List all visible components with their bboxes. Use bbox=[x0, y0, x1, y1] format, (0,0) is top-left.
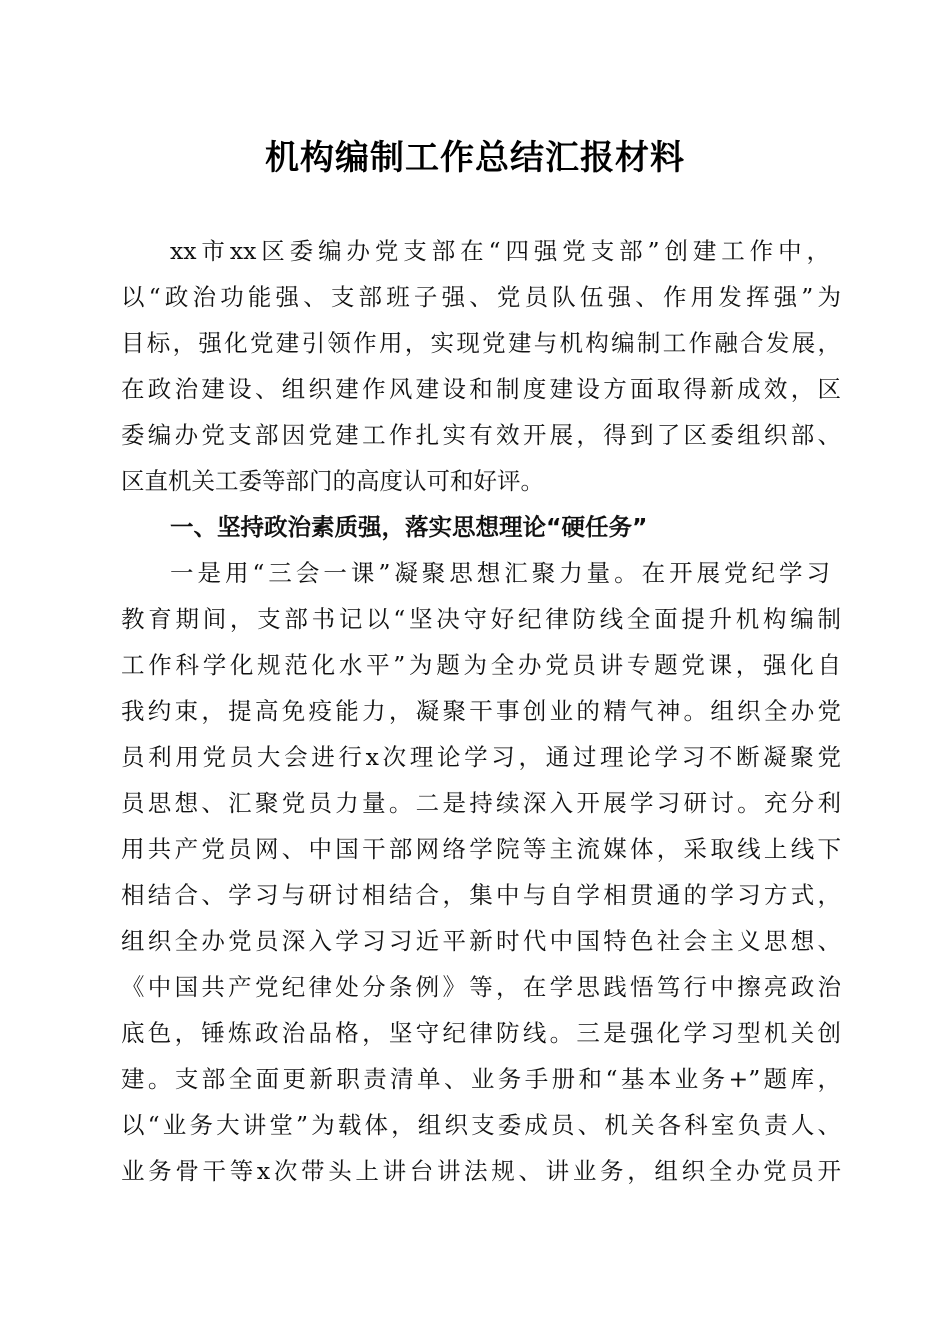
intro-line: 在政治建设、组织建作风建设和制度建设方面取得新成效，区 bbox=[121, 375, 841, 403]
intro-line: 目标，强化党建引领作用，实现党建与机构编制工作融合发展， bbox=[121, 329, 841, 357]
body-line: 业务骨干等x次带头上讲台讲法规、讲业务，组织全办党员开 bbox=[121, 1157, 841, 1185]
body-line: 教育期间，支部书记以“坚决守好纪律防线全面提升机构编制 bbox=[121, 605, 841, 633]
body-line: 工作科学化规范化水平”为题为全办党员讲专题党课，强化自 bbox=[121, 651, 841, 679]
body-line: 组织全办党员深入学习习近平新时代中国特色社会主义思想、 bbox=[121, 927, 841, 955]
section-heading: 一、坚持政治素质强，落实思想理论“硬任务” bbox=[170, 513, 648, 541]
intro-line: xx市xx区委编办党支部在“四强党支部”创建工作中， bbox=[170, 237, 830, 265]
body-line: 员利用党员大会进行x次理论学习，通过理论学习不断凝聚党 bbox=[121, 743, 841, 771]
body-line: 底色，锤炼政治品格，坚守纪律防线。三是强化学习型机关创 bbox=[121, 1019, 841, 1047]
document-title: 机构编制工作总结汇报材料 bbox=[265, 138, 685, 178]
body-line: 员思想、汇聚党员力量。二是持续深入开展学习研讨。充分利 bbox=[121, 789, 841, 817]
body-line: 用共产党员网、中国干部网络学院等主流媒体，采取线上线下 bbox=[121, 835, 841, 863]
body-line: 我约束，提高免疫能力，凝聚干事创业的精气神。组织全办党 bbox=[121, 697, 841, 725]
body-line: 《中国共产党纪律处分条例》等，在学思践悟笃行中擦亮政治 bbox=[121, 973, 841, 1001]
intro-line: 委编办党支部因党建工作扎实有效开展，得到了区委组织部、 bbox=[121, 421, 841, 449]
body-line: 以“业务大讲堂”为载体，组织支委成员、机关各科室负责人、 bbox=[121, 1111, 841, 1139]
intro-line: 区直机关工委等部门的高度认可和好评。 bbox=[121, 467, 544, 495]
body-line: 建。支部全面更新职责清单、业务手册和“基本业务+”题库， bbox=[121, 1065, 841, 1093]
body-line: 相结合、学习与研讨相结合，集中与自学相贯通的学习方式， bbox=[121, 881, 841, 909]
body-line: 一是用“三会一课”凝聚思想汇聚力量。在开展党纪学习 bbox=[170, 559, 830, 587]
intro-line: 以“政治功能强、支部班子强、党员队伍强、作用发挥强”为 bbox=[121, 283, 841, 311]
